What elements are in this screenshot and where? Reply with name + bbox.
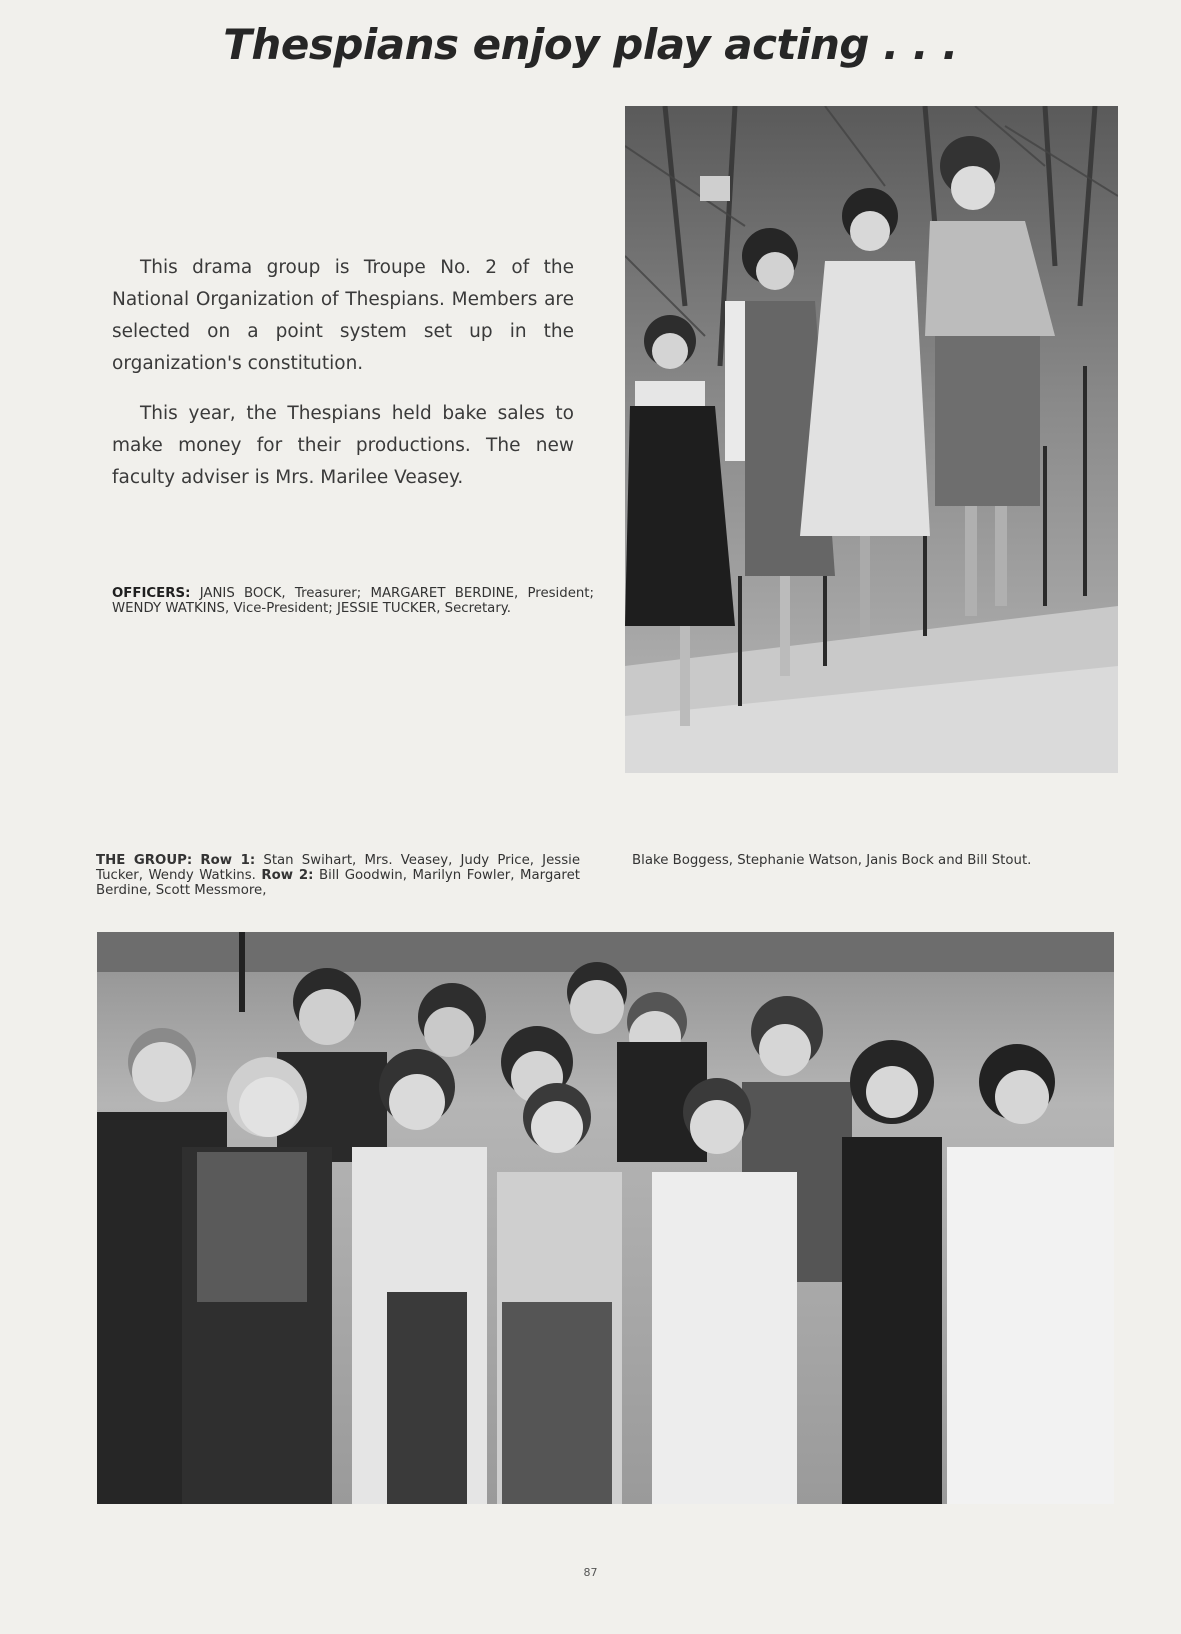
officers-list: JANIS BOCK, Treasurer; MARGARET BERDINE, President; WENDY WATKINS, Vice-President; JESSIE TUCKER, Secretary. (112, 586, 594, 616)
page-title: Thespians enjoy play acting . . . (223, 20, 958, 69)
intro-paragraph-2: This year, the Thespians held bake sales to make money for their productions. The new faculty adviser is Mrs. Marilee Veasey. (112, 403, 574, 488)
officers-caption (112, 586, 594, 616)
page-number: 87 (583, 1566, 598, 1579)
officers-label: OFFICERS: (112, 586, 191, 601)
group-photo-image (97, 932, 1114, 1504)
intro-paragraph-1: This drama group is Troupe No. 2 of the National Organization of Thespians. Members are selected on a point system set up in the organization's constitution. (112, 257, 574, 374)
officers-photo-image (625, 106, 1118, 773)
group-caption-label: THE GROUP: (96, 853, 193, 868)
group-photo (97, 932, 1114, 1504)
row1-label: Row 1: (200, 853, 256, 868)
group-caption-right (632, 853, 1114, 868)
row2-label: Row 2: (261, 868, 314, 883)
group-caption-left (96, 853, 580, 898)
intro-text (112, 252, 574, 512)
officers-photo (625, 106, 1118, 773)
row2-names-right: Blake Boggess, Stephanie Watson, Janis Bock and Bill Stout. (632, 853, 1032, 868)
row2-names-left: Bill Goodwin, Marilyn Fowler, Margaret Berdine, Scott Messmore, (96, 868, 580, 898)
row1-names: Stan Swihart, Mrs. Veasey, Judy Price, Jessie Tucker, Wendy Watkins. (96, 853, 581, 883)
